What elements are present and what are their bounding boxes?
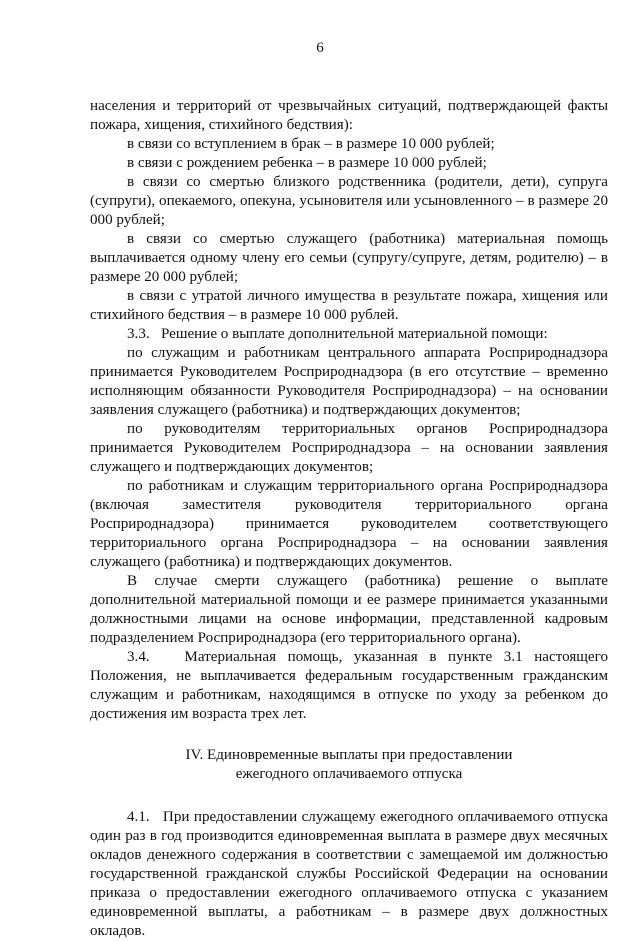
- heading-spacer: [90, 784, 608, 808]
- paragraph-4: в связи со смертью близкого родственника (родители, дети), супруга (супруги), опекаемого, опекуна, усыновителя или усыновленного – в размере 20 000 рублей;: [90, 174, 608, 228]
- section-heading: [90, 746, 608, 784]
- paragraph-5: в связи со смертью служащего (работника) материальная помощь выплачивается одному члену его семьи (супругу/супруге, детям, родителю) – в размере 20 000 рублей;: [90, 231, 608, 285]
- paragraph-9: по руководителям территориальных органов Росприроднадзора принимается Руководителем Росприроднадзора – на основании заявления служащего и подтверждающих документов;: [90, 421, 608, 475]
- paragraph-1: населения и территорий от чрезвычайных ситуаций, подтверждающей факты пожара, хищения, стихийного бедствия):: [90, 98, 608, 133]
- section-heading-line-2: ежегодного оплачиваемого отпуска: [235, 766, 463, 782]
- paragraph-2: в связи со вступлением в брак – в размере 10 000 рублей;: [127, 136, 495, 152]
- paragraph-7: 3.3. Решение о выплате дополнительной материальной помощи:: [127, 326, 548, 342]
- document-body: [90, 97, 612, 941]
- paragraph-13: 4.1. При предоставлении служащему ежегодного оплачиваемого отпуска один раз в год производится единовременная выплата в размере двух месячных окладов денежного содержания в соответствии с замещаемой им должностью государственной гражданской службы Российской Федерации на основании приказа о предоставлении ежегодного оплачиваемого отпуска с указанием единовременной выплаты, а работникам – в размере двух должностных окладов.: [90, 809, 612, 939]
- paragraph-3: в связи с рождением ребенка – в размере 10 000 рублей;: [127, 155, 487, 171]
- paragraph-10: по работникам и служащим территориального органа Росприроднадзора (включая заместителя руководителя территориального органа Росприроднадзора) принимается руководителем соответствующего территориального органа Росприроднадзора – на основании заявления служащего (работника) и подтверждающих документов.: [90, 478, 608, 570]
- section-heading-line-1: IV. Единовременные выплаты при предоставлении: [185, 747, 513, 763]
- paragraph-11: В случае смерти служащего (работника) решение о выплате дополнительной материальной помощи и ее размере принимается указанными должностными лицами на основе информации, представленной кадровым подразделением Росприроднадзора (его территориального органа).: [90, 573, 608, 646]
- page-number: 6: [316, 40, 324, 56]
- paragraph-8: по служащим и работникам центрального аппарата Росприроднадзора принимается Руководителем Росприроднадзора (в его отсутствие – временно исполняющим обязанности Руководителя Росприроднадзора) – на основании заявления служащего (работника) и подтверждающих документов;: [90, 345, 608, 418]
- paragraph-6: в связи с утратой личного имущества в результате пожара, хищения или стихийного бедствия – в размере 10 000 рублей.: [90, 288, 608, 323]
- paragraph-12: 3.4. Материальная помощь, указанная в пункте 3.1 настоящего Положения, не выплачивается федеральным государственным гражданским служащим и работникам, находящимся в отпуске по уходу за ребенком до достижения им возраста трех лет.: [90, 649, 612, 722]
